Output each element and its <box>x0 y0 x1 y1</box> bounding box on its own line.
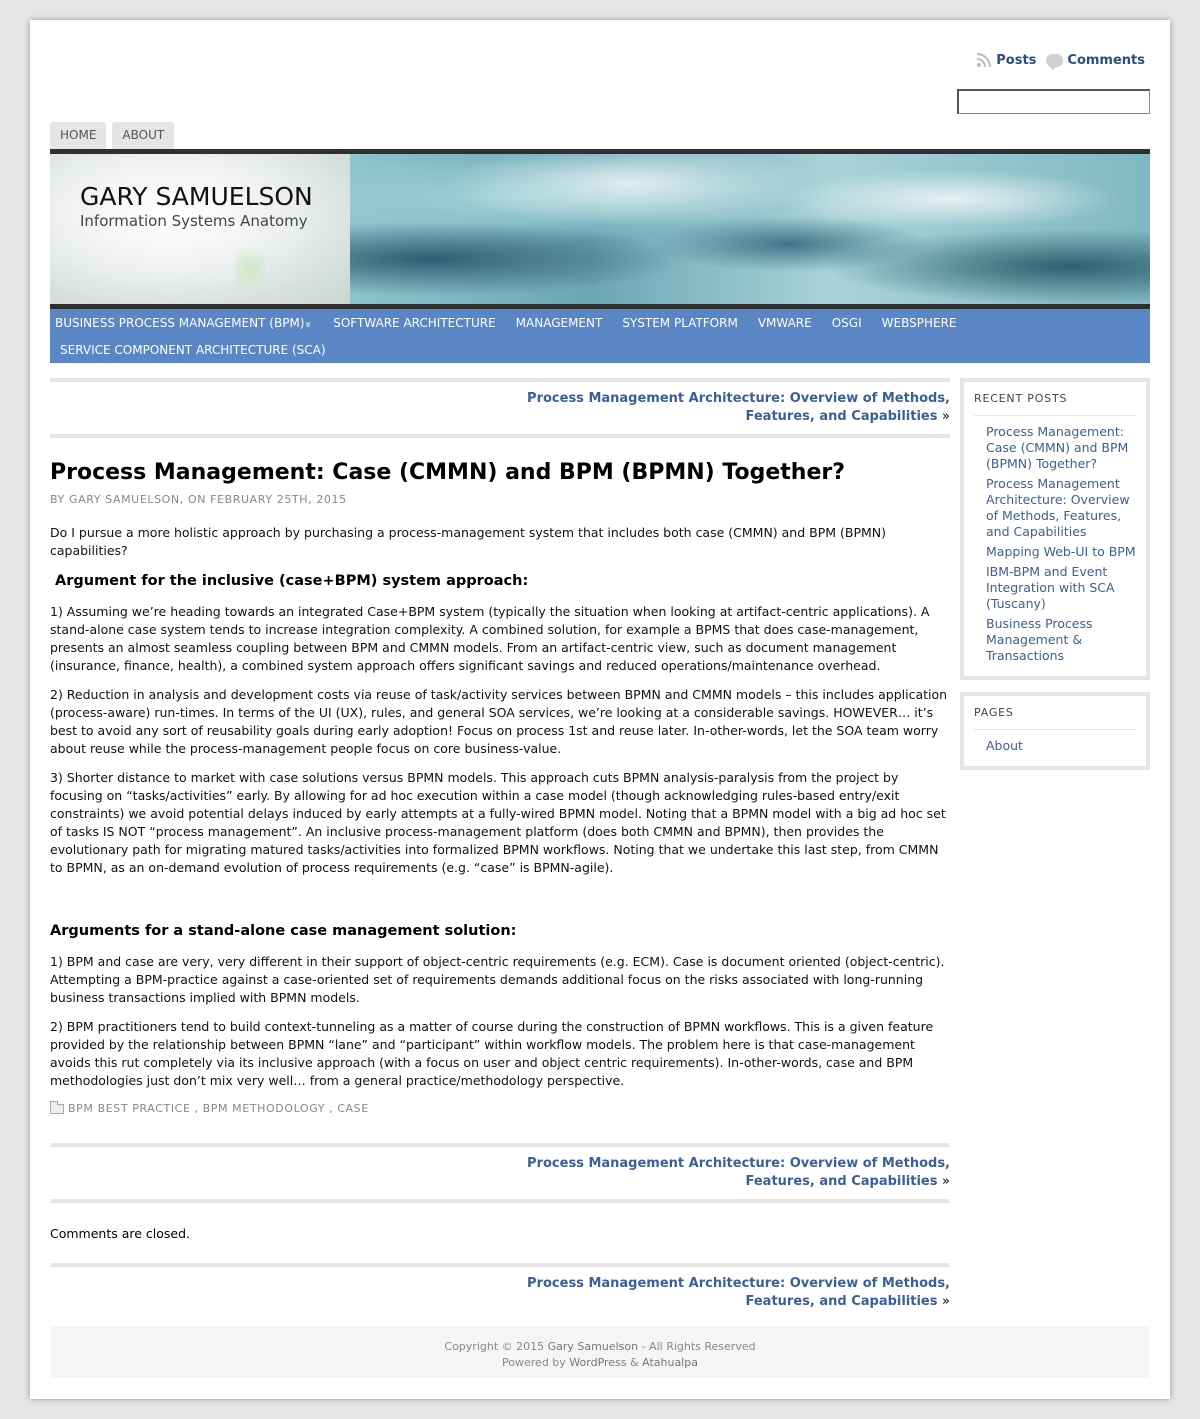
comments-closed-notice: Comments are closed. <box>50 1226 191 1241</box>
posts-feed-label[interactable]: Posts <box>996 52 1037 68</box>
rss-icon <box>976 52 992 68</box>
paragraph: 2) BPM practitioners tend to build context-tunneling as a matter of course during the construction of BPMN workflows. This is a given feature provided by the relationship between BPMN “lane” and “participant” within workflow models. The problem here is that case-management avoids this rut completely via its inclusive approach (with a focus on user and object centric requirements). In-other-words, case and BPM methodologies just don’t mix very well… from a general practice/methodology perspective. <box>50 1019 934 1088</box>
folder-icon <box>50 1104 64 1114</box>
next-post-link[interactable]: Process Management Architecture: Overview of Methods, Features, and Capabilities <box>527 1276 950 1309</box>
theme-link[interactable]: Atahualpa <box>642 1356 698 1369</box>
cat-websphere[interactable]: WEBSPHERE <box>881 315 957 330</box>
cat-software-architecture[interactable]: SOFTWARE ARCHITECTURE <box>333 315 496 330</box>
post-nav-middle: Process Management Architecture: Overview of Methods, Features, and Capabilities » <box>50 1143 950 1203</box>
post-title[interactable]: Process Management: Case (CMMN) and BPM (BPMN) Together? <box>50 460 845 485</box>
wordpress-link[interactable]: WordPress <box>569 1356 627 1369</box>
page-link-about[interactable]: About <box>986 738 1023 753</box>
page <box>30 20 1170 1399</box>
post-byline: BY GARY SAMUELSON, ON FEBRUARY 25TH, 2015 <box>50 493 347 506</box>
comment-bubble-icon <box>1046 54 1063 67</box>
widget-title: RECENT POSTS <box>974 392 1136 416</box>
pages-widget <box>960 692 1150 770</box>
copyright-line: Copyright © 2015 Gary Samuelson - All Rights Reserved <box>444 1340 756 1353</box>
powered-by-line: Powered by WordPress & Atahualpa <box>502 1356 698 1369</box>
recent-post-link[interactable]: Business Process Management & Transactions <box>986 616 1093 663</box>
next-post-link[interactable]: Process Management Architecture: Overview of Methods, Features, and Capabilities <box>527 1156 950 1189</box>
tag-link[interactable]: BPM METHODOLOGY <box>202 1102 326 1115</box>
recent-post-link[interactable]: IBM-BPM and Event Integration with SCA (Tuscany) <box>986 564 1115 611</box>
paragraph: 3) Shorter distance to market with case solutions versus BPMN models. This approach cuts BPMN analysis-paralysis from the project by focusing on “tasks/activities” early. By allowing for ad hoc execution within a case model (though acknowledging rules-based entry/exit constraints) we avoid potential delays induced by early attempts at a fully-wired BPMN model. Noting that a BPMN model with a big ad hoc set of tasks IS NOT “process management”. An inclusive process-management platform (does both CMMN and BPMN), then provides the evolutionary path for migrating matured tasks/activities into formalized BPMN workflows. Noting that we undertake this last step, from CMMN to BPMN, as an on-demand evolution of process requirements (e.g. “case” is BPMN-agile). <box>50 770 946 875</box>
post-nav-bottom: Process Management Architecture: Overview of Methods, Features, and Capabilities » <box>50 1263 950 1319</box>
next-post-link[interactable]: Process Management Architecture: Overview of Methods, Features, and Capabilities <box>527 391 950 424</box>
section-heading-inclusive: Argument for the inclusive (case+BPM) system approach: <box>55 573 529 589</box>
site-description: Information Systems Anatomy <box>80 212 308 230</box>
site-header <box>50 149 1150 309</box>
category-nav <box>50 309 1150 363</box>
recent-posts-widget <box>960 378 1150 680</box>
paragraph: 1) BPM and case are very, very different in their support of object-centric requirements (e.g. ECM). Case is document oriented (object-centric). Attempting a BPM-practice against a case-oriented set of requirements demands additional focus on the risks associated with long-running business transactions implied with BPMN models. <box>50 954 945 1005</box>
post-intro: Do I pursue a more holistic approach by purchasing a process-management system that includes both case (CMMN) and BPM (BPMN) capabilities? <box>50 525 887 558</box>
cat-osgi[interactable]: OSGI <box>831 315 862 330</box>
nav-tab-about[interactable]: ABOUT <box>112 122 174 149</box>
tag-link[interactable]: CASE <box>337 1102 369 1115</box>
submenu-chevron-icon: » <box>302 320 316 328</box>
recent-post-link[interactable]: Mapping Web-UI to BPM <box>986 544 1136 559</box>
site-title[interactable]: GARY SAMUELSON <box>80 182 313 211</box>
cat-sca[interactable]: SERVICE COMPONENT ARCHITECTURE (SCA) <box>60 342 326 357</box>
recent-post-link[interactable]: Process Management Architecture: Overview of Methods, Features, and Capabilities <box>986 476 1130 539</box>
main-content <box>50 378 950 1319</box>
sidebar <box>960 378 1150 782</box>
cat-system-platform[interactable]: SYSTEM PLATFORM <box>622 315 738 330</box>
cat-bpm[interactable]: BUSINESS PROCESS MANAGEMENT (BPM)» <box>55 315 316 330</box>
post-nav-top: Process Management Architecture: Overview of Methods, Features, and Capabilities » <box>50 378 950 438</box>
recent-post-link[interactable]: Process Management: Case (CMMN) and BPM (BPMN) Together? <box>986 424 1129 471</box>
comments-feed-link[interactable] <box>1046 53 1145 68</box>
feed-links <box>976 52 1145 68</box>
header-banner-image <box>350 154 1150 304</box>
post-body <box>50 524 950 1090</box>
tag-link[interactable]: BPM BEST PRACTICE <box>68 1102 191 1115</box>
comments-feed-label[interactable]: Comments <box>1067 52 1145 68</box>
paragraph: 1) Assuming we’re heading towards an integrated Case+BPM system (typically the situation when looking at artifact-centric applications). A stand-alone case system tends to increase integration complexity. A combined solution, for example a BPMS that does case-management, presents an almost seamless coupling between BPM and CMMN models. From an artifact-centric view, such as document management (insurance, finance, health), a combined system approach offers significant savings and reduced operations/maintenance overhead. <box>50 604 930 673</box>
paragraph: 2) Reduction in analysis and development costs via reuse of task/activity services between BPMN and CMMN models – this includes application (process-aware) run-times. In terms of the UI (UX), rules, and general SOA services, we’re looking at a considerable savings. HOWEVER… it’s best to avoid any sort of reusability goals during early adoption! Focus on process 1st and reuse later. In-other-words, let the SOA team worry about reuse while the process-management people focus on core business-value. <box>50 687 948 756</box>
cat-management[interactable]: MANAGEMENT <box>515 315 603 330</box>
section-heading-standalone: Arguments for a stand-alone case management solution: <box>50 923 517 939</box>
top-nav <box>50 122 174 149</box>
copyright-owner-link[interactable]: Gary Samuelson <box>547 1340 639 1353</box>
post-tags: BPM BEST PRACTICE , BPM METHODOLOGY , CASE <box>50 1102 950 1115</box>
cat-vmware[interactable]: VMWARE <box>757 315 812 330</box>
widget-title: PAGES <box>974 706 1136 730</box>
site-footer <box>50 1326 1150 1378</box>
posts-feed-link[interactable] <box>976 52 1036 68</box>
nav-tab-home[interactable]: HOME <box>50 122 106 149</box>
search-input[interactable] <box>957 89 1150 114</box>
